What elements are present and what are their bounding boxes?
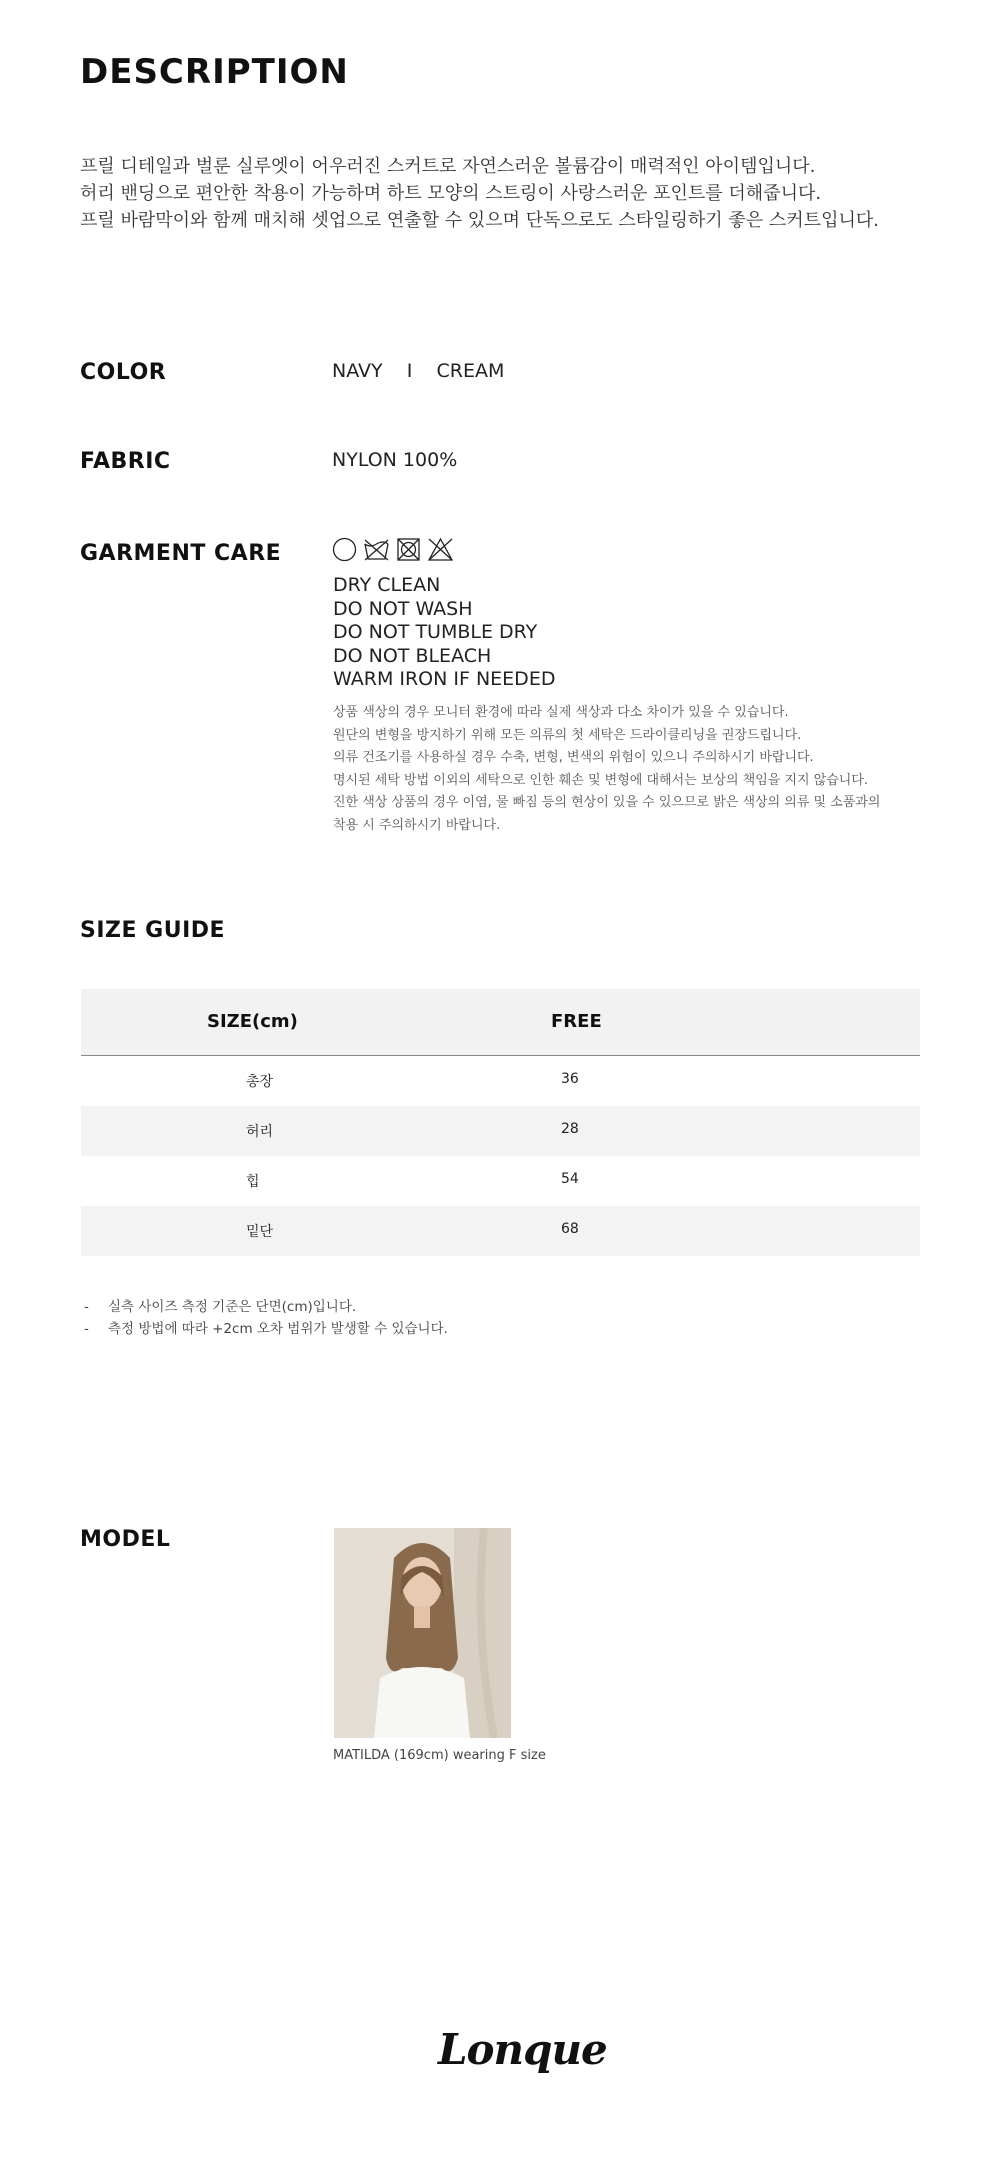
measure-value: 36 xyxy=(561,1071,579,1087)
description-line: 프릴 바람막이와 함께 매치해 셋업으로 연출할 수 있으며 단독으로도 스타일링하기 좋은 스커트입니다. xyxy=(80,210,879,231)
measure-value: 54 xyxy=(561,1171,579,1187)
garment-care-label: GARMENT CARE xyxy=(80,541,282,566)
color-value: NAVY I CREAM xyxy=(332,360,505,382)
table-row xyxy=(81,1106,920,1156)
size-table-header xyxy=(81,989,920,1056)
size-table xyxy=(81,989,920,1256)
free-header: FREE xyxy=(551,1011,602,1032)
care-instruction: DO NOT WASH xyxy=(333,597,473,620)
table-row xyxy=(81,1156,920,1206)
care-note: 상품 색상의 경우 모니터 환경에 따라 실제 색상과 다소 차이가 있을 수 있습니다. xyxy=(333,705,789,720)
bullet: - xyxy=(84,1320,89,1337)
size-note xyxy=(84,1319,448,1341)
size-header: SIZE(cm) xyxy=(207,1011,298,1032)
dry-clean-icon xyxy=(332,537,357,562)
description-line: 프릴 디테일과 벌룬 실루엣이 어우러진 스커트로 자연스러운 볼륨감이 매력적인 아이템입니다. xyxy=(80,156,816,177)
care-note: 원단의 변형을 방지하기 위해 모든 의류의 첫 세탁은 드라이클리닝을 권장드립니다. xyxy=(333,727,802,743)
do-not-tumble-dry-icon xyxy=(396,537,421,562)
measure-name: 밑단 xyxy=(246,1224,274,1240)
bullet: - xyxy=(84,1299,89,1315)
model-caption: MATILDA (169cm) wearing F size xyxy=(333,1748,546,1763)
color-label: COLOR xyxy=(80,360,167,385)
table-row xyxy=(81,1056,920,1106)
measure-value: 28 xyxy=(561,1121,579,1137)
measure-value: 68 xyxy=(561,1221,579,1237)
size-note-text: 실측 사이즈 측정 기준은 단면(cm)입니다. xyxy=(108,1299,357,1315)
description-text xyxy=(80,153,879,234)
care-note: 의류 건조기를 사용하실 경우 수축, 변형, 변색의 위험이 있으니 주의하시기 바랍니다. xyxy=(333,750,814,765)
do-not-wash-icon xyxy=(363,537,390,562)
measure-name: 허리 xyxy=(246,1124,274,1140)
model-photo xyxy=(334,1528,511,1738)
size-note xyxy=(84,1297,448,1319)
size-notes xyxy=(84,1297,448,1340)
size-note-text: 측정 방법에 따라 +2cm 오차 범위가 발생할 수 있습니다. xyxy=(108,1320,448,1337)
care-instruction: DRY CLEAN xyxy=(333,574,441,596)
do-not-bleach-icon xyxy=(427,537,454,562)
care-instruction: DO NOT TUMBLE DRY xyxy=(333,621,538,643)
measure-name: 총장 xyxy=(246,1074,274,1090)
measure-name: 힙 xyxy=(246,1174,260,1190)
size-guide-title: SIZE GUIDE xyxy=(80,918,226,943)
fabric-label: FABRIC xyxy=(80,449,171,474)
care-instruction: DO NOT BLEACH xyxy=(333,644,492,667)
model-label: MODEL xyxy=(80,1527,171,1552)
description-line: 허리 밴딩으로 편안한 착용이 가능하며 하트 모양의 스트링이 사랑스러운 포인트를 더해줍니다. xyxy=(80,183,822,204)
care-note: 진한 색상 상품의 경우 이염, 물 빠짐 등의 현상이 있을 수 있으므로 밝은 색상의 의류 및 소품과의 xyxy=(333,795,881,810)
model-image xyxy=(334,1528,511,1738)
care-instructions xyxy=(333,574,555,692)
care-notes xyxy=(333,702,913,837)
care-note: 착용 시 주의하시기 바랍니다. xyxy=(333,817,501,833)
care-note: 명시된 세탁 방법 이외의 세탁으로 인한 훼손 및 변형에 대해서는 보상의 책임을 지지 않습니다. xyxy=(333,772,869,788)
table-row xyxy=(81,1206,920,1256)
description-title: DESCRIPTION xyxy=(80,52,349,92)
care-instruction: WARM IRON IF NEEDED xyxy=(333,668,556,690)
brand-logo: Lonque xyxy=(438,2025,607,2074)
fabric-value: NYLON 100% xyxy=(332,449,458,471)
care-icons xyxy=(332,537,454,562)
